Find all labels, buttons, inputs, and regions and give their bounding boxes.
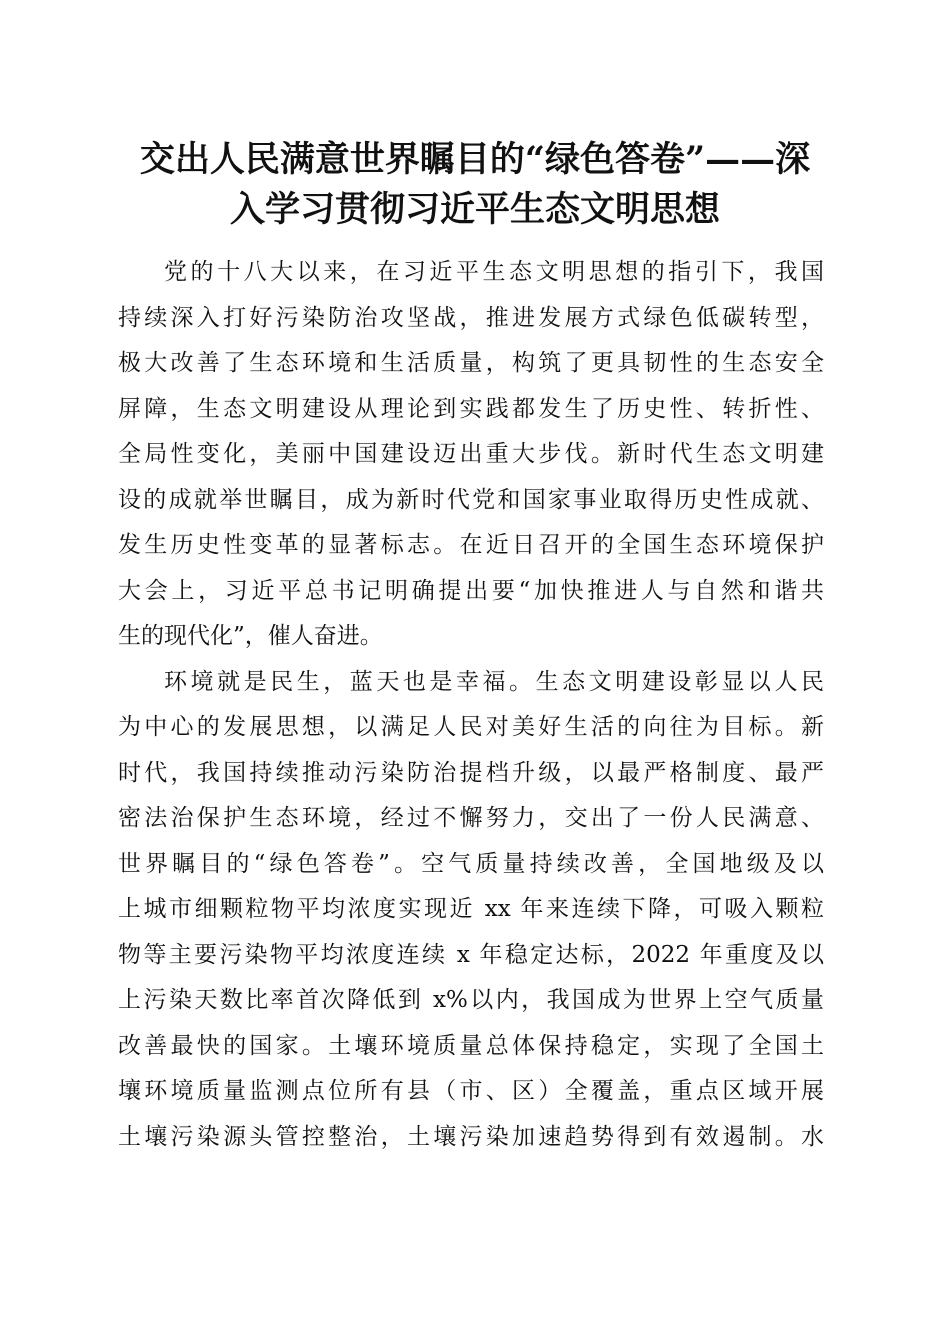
paragraph-2-line: 壤环境质量监测点位所有县（市、区）全覆盖，重点区域开展 <box>118 1078 824 1104</box>
paragraph-1-line: 党的十八大以来，在习近平生态文明思想的指引下，我国 <box>164 259 824 285</box>
paragraph-1-line: 大会上，习近平总书记明确提出要“加快推进人与自然和谐共 <box>118 577 824 604</box>
paragraph-2-line: 密法治保护生态环境，经过不懈努力，交出了一份人民满意、 <box>118 805 824 831</box>
paragraph-2-line: 环境就是民生，蓝天也是幸福。生态文明建设彰显以人民 <box>164 668 824 695</box>
paragraph-1-line: 持续深入打好污染防治攻坚战，推进发展方式绿色低碳转型， <box>118 304 824 331</box>
document-title <box>100 135 850 235</box>
paragraph-1-line: 极大改善了生态环境和生活质量，构筑了更具韧性的生态安全 <box>118 350 824 376</box>
paragraph-2-line: 为中心的发展思想，以满足人民对美好生活的向往为目标。新 <box>118 714 824 740</box>
paragraph-1-line: 发生历史性变革的显著标志。在近日召开的全国生态环境保护 <box>118 532 824 558</box>
paragraph-2-line: 物等主要污染物平均浓度连续 x 年稳定达标，2022 年重度及以 <box>118 941 825 968</box>
title-line-2: 入学习贯彻习近平生态文明思想 <box>229 189 720 230</box>
paragraph-1-line: 全局性变化，美丽中国建设迈出重大步伐。新时代生态文明建 <box>118 441 824 467</box>
paragraph-2-line: 世界瞩目的“绿色答卷”。空气质量持续改善，全国地级及以 <box>118 850 824 877</box>
paragraph-1-line: 屏障，生态文明建设从理论到实践都发生了历史性、转折性、 <box>118 395 824 422</box>
paragraph-2-line: 改善最快的国家。土壤环境质量总体保持稳定，实现了全国土 <box>118 1032 824 1059</box>
paragraph-2-line: 土壤污染源头管控整治，土壤污染加速趋势得到有效遏制。水 <box>118 1123 824 1150</box>
paragraph-2-line: 上城市细颗粒物平均浓度实现近 xx 年来连续下降，可吸入颗粒 <box>118 896 824 922</box>
paragraph-2-line: 上污染天数比率首次降低到 x%以内，我国成为世界上空气质量 <box>118 987 824 1013</box>
paragraph-2-line: 时代，我国持续推动污染防治提档升级，以最严格制度、最严 <box>118 759 824 786</box>
paragraph-1-line: 生的现代化”，催人奋进。 <box>118 623 383 649</box>
document-body <box>118 250 824 1160</box>
paragraph-1-line: 设的成就举世瞩目，成为新时代党和国家事业取得历史性成就、 <box>118 486 824 513</box>
title-line-1: 交出人民满意世界瞩目的“绿色答卷”——深 <box>139 139 811 180</box>
